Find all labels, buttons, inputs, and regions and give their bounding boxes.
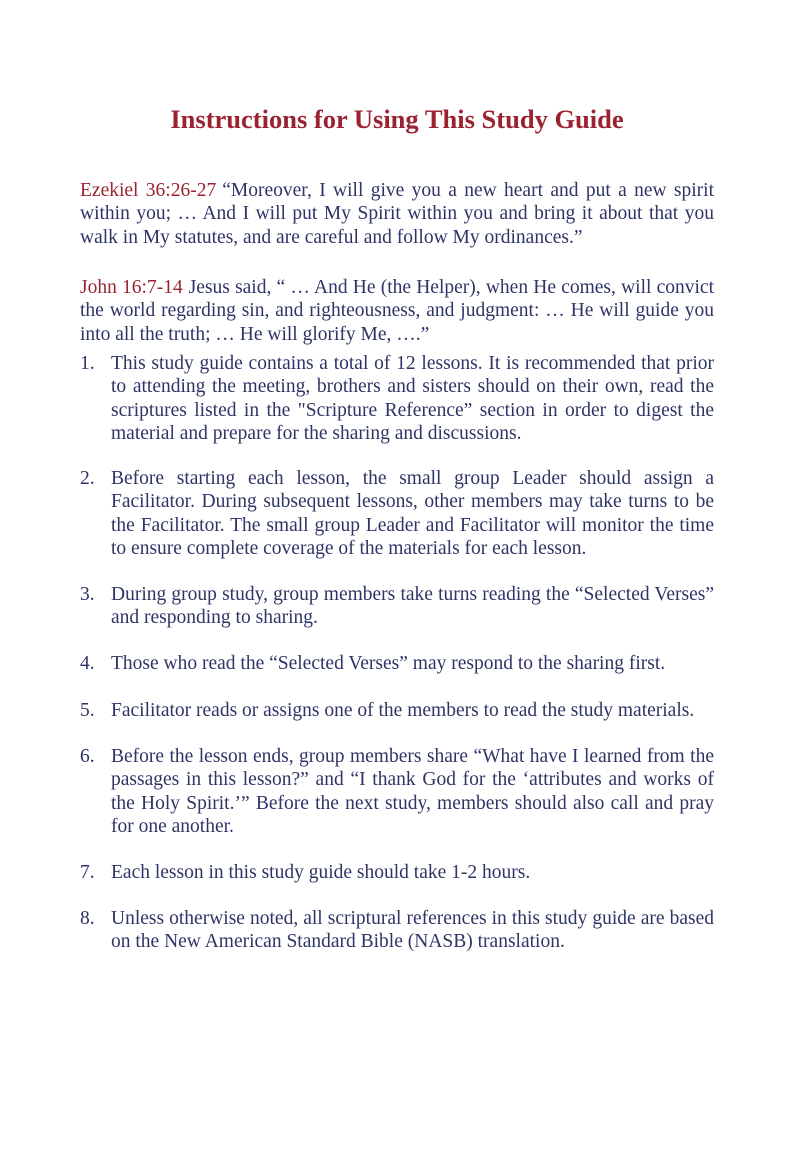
item-text: Before starting each lesson, the small group Leader should assign a Facilitator. During subsequent lessons, other members may take turns to be the Facilitator. The small group Leader and Facilitator will monitor the time to ensure complete coverage of the materials for each lesson. xyxy=(111,468,714,559)
verse-reference: Ezekiel 36:26-27 xyxy=(80,179,217,201)
item-number: 4. xyxy=(80,653,95,674)
item-number: 6. xyxy=(80,746,95,767)
item-text: Unless otherwise noted, all scriptural references in this study guide are based on the New American Standard Bible (NASB) translation. xyxy=(111,908,714,953)
instruction-item xyxy=(80,652,714,675)
item-number: 2. xyxy=(80,468,95,489)
item-text: Facilitator reads or assigns one of the members to read the study materials. xyxy=(111,700,695,721)
page-title: Instructions for Using This Study Guide xyxy=(170,103,624,134)
item-text: During group study, group members take turns reading the “Selected Verses” and responding to sharing. xyxy=(111,584,714,629)
instruction-item xyxy=(80,907,714,954)
instruction-item xyxy=(80,467,714,560)
item-text: Each lesson in this study guide should take 1-2 hours. xyxy=(111,862,531,883)
verse-text: “Moreover, I will give you a new heart and put a new spirit within you; … And I will put My Spirit within you and bring it about that you walk in My statutes, and are careful and follow My ordinances.” xyxy=(80,179,715,248)
instruction-item xyxy=(80,861,714,884)
item-text: This study guide contains a total of 12 lessons. It is recommended that prior to attending the meeting, brothers and sisters should on their own, read the scriptures listed in the "Scripture Reference” section in order to digest the material and prepare for the sharing and discussions. xyxy=(111,353,714,444)
item-number: 8. xyxy=(80,908,95,929)
item-number: 3. xyxy=(80,584,95,605)
item-text: Before the lesson ends, group members share “What have I learned from the passages in this lesson?” and “I thank God for the ‘attributes and works of the Holy Spirit.’” Before the next study, members should also call and pray for one another. xyxy=(111,746,714,837)
item-number: 1. xyxy=(80,353,95,374)
instruction-item xyxy=(80,583,714,630)
item-text: Those who read the “Selected Verses” may respond to the sharing first. xyxy=(111,653,666,674)
verse-ezekiel xyxy=(80,179,714,250)
instruction-item xyxy=(80,699,714,722)
verse-reference: John 16:7-14 xyxy=(80,276,183,298)
instruction-item xyxy=(80,745,714,838)
verse-john xyxy=(80,276,714,347)
verse-text: Jesus said, “ … And He (the Helper), when He comes, will convict the world regarding sin, and righteousness, and judgment: … He will guide you into all the truth; … He will glorify Me, ….” xyxy=(80,276,715,345)
item-number: 7. xyxy=(80,862,95,883)
item-number: 5. xyxy=(80,700,95,721)
instruction-item xyxy=(80,352,714,445)
